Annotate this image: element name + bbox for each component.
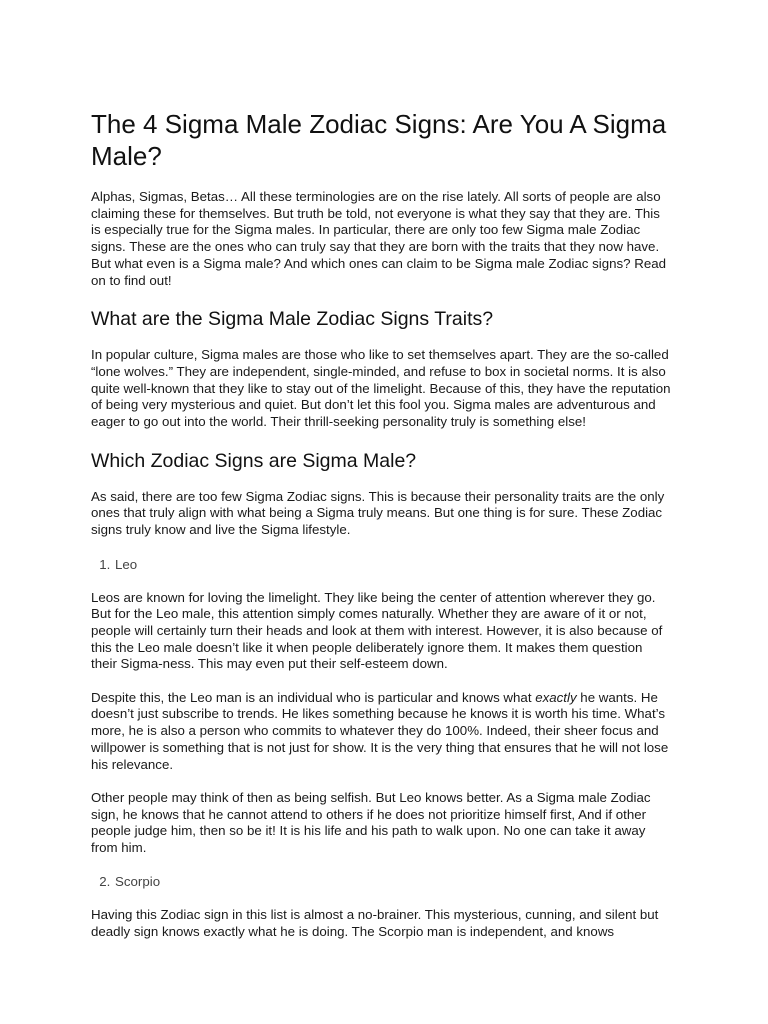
traits-paragraph: In popular culture, Sigma males are those who like to set themselves apart. They are the so-called “lone wolves.” They are independent, single-minded, and refuse to box in societal norms. It is also quite well-known that they like to stay out of the limelight. Because of this, they have the reputation of being very mysterious and quiet. But don’t let this fool you. Sigma males are adventurous and eager to go out into the world. Their thrill-seeking personality truly is something else! bbox=[91, 347, 671, 430]
list-item-scorpio: 2. Scorpio bbox=[114, 873, 671, 891]
section-heading-which-signs: Which Zodiac Signs are Sigma Male? bbox=[91, 449, 417, 472]
page-title: The 4 Sigma Male Zodiac Signs: Are You A Sigma Male? bbox=[91, 109, 667, 171]
leo-paragraph-1: Leos are known for loving the limelight. They like being the center of attention wherever they go. But for the Leo male, this attention simply comes naturally. Whether they are aware of it or not, people will certainly turn their heads and look at them with interest. However, it is also because of this the Leo male doesn’t like it when people deliberately ignore them. It makes them question their Sigma-ness. This may even put their self-esteem down. bbox=[91, 589, 663, 672]
section-heading-traits: What are the Sigma Male Zodiac Signs Traits? bbox=[91, 308, 494, 331]
list-item-leo: 1. Leo bbox=[114, 556, 671, 574]
leo-p2-emphasis: exactly bbox=[535, 689, 577, 705]
document-page bbox=[91, 108, 671, 958]
scorpio-paragraph-1: Having this Zodiac sign in this list is almost a no-brainer. This mysterious, cunning, and silent but deadly sign knows exactly what he is doing. The Scorpio man is independent, and knows bbox=[91, 907, 659, 940]
leo-p2-text-a: Despite this, the Leo man is an individual who is particular and knows what bbox=[91, 689, 536, 705]
leo-paragraph-2 bbox=[91, 690, 671, 774]
list-scorpio bbox=[91, 873, 671, 891]
intro-paragraph: Alphas, Sigmas, Betas… All these terminologies are on the rise lately. All sorts of people are also claiming these for themselves. But truth be told, not everyone is what they say that they are. This is especially true for the Sigma males. In particular, there are only too few Sigma male Zodiac signs. These are the ones who can truly say that they are born with the traits that they now have. But what even is a Sigma male? And which ones can claim to be Sigma male Zodiac signs? Read on to find out! bbox=[91, 189, 667, 288]
list-leo bbox=[91, 556, 671, 574]
which-signs-paragraph: As said, there are too few Sigma Zodiac signs. This is because their personality traits are the only ones that truly align with what being a Sigma truly means. But one thing is for sure. These Zodiac signs truly know and live the Sigma lifestyle. bbox=[91, 488, 665, 538]
leo-paragraph-3: Other people may think of then as being selfish. But Leo knows better. As a Sigma male Zodiac sign, he knows that he cannot attend to others if he does not prioritize himself first, And if other people judge him, then so be it! It is his life and his path to walk upon. No one can take it away from him. bbox=[91, 789, 651, 856]
leo-p2-text-b: he wants. He doesn’t just subscribe to trends. He likes something because he knows it is worth his time. What’s more, he is also a person who commits to whatever they do 100%. Indeed, their sheer focus and willpower is something that is not just for show. It is the very thing that ensures that he will not lose his relevance. bbox=[91, 689, 669, 772]
